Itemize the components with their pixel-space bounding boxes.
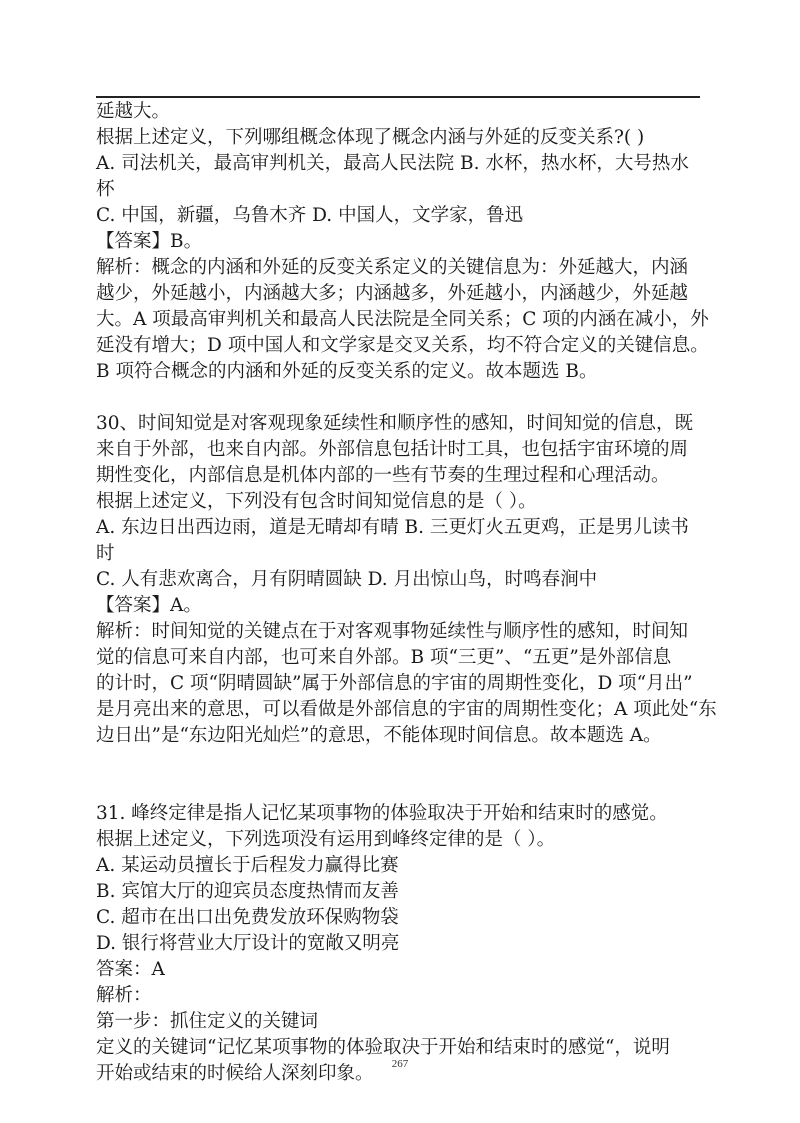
explanation-line: 解析：概念的内涵和外延的反变关系定义的关键信息为：外延越大，内涵	[96, 257, 689, 278]
explanation-line: 的计时，C 项“阴晴圆缺”属于外部信息的宇宙的周期性变化，D 项“月出”	[96, 673, 693, 694]
question-31-block	[96, 801, 704, 1087]
answer-line: 答案：A	[96, 959, 165, 980]
explanation-line: 边日出”是“东边阳光灿烂”的意思，不能体现时间信息。故本题选 A。	[96, 725, 662, 746]
option-line: 杯	[96, 179, 115, 200]
option-line: C. 中国，新疆，乌鲁木齐 D. 中国人，文学家，鲁迅	[96, 205, 524, 226]
question-stem: 根据上述定义，下列哪组概念体现了概念内涵与外延的反变关系?( )	[96, 127, 645, 148]
option-line: A. 东边日出西边雨，道是无晴却有晴 B. 三更灯火五更鸡，正是男儿读书	[96, 517, 689, 538]
explanation-line: 定义的关键词“记忆某项事物的体验取决于开始和结束时的感觉“，说明	[96, 1037, 670, 1058]
explanation-line: 大。A 项最高审判机关和最高人民法院是全同关系；C 项的内涵在减小，外	[96, 309, 709, 330]
answer-line: 【答案】A。	[96, 595, 202, 616]
explanation-line: 越少，外延越小，内涵越大多；内涵越多，外延越小，内涵越少，外延越	[96, 283, 689, 304]
option-c: C. 超市在出口出免费发放环保购物袋	[96, 907, 399, 928]
spacer	[96, 385, 704, 411]
question-prompt: 根据上述定义，下列选项没有运用到峰终定律的是（ ）。	[96, 829, 556, 850]
option-line: A. 司法机关，最高审判机关，最高人民法院 B. 水杯，热水杯，大号热水	[96, 153, 689, 174]
explanation-line: 开始或结束的时候给人深刻印象。	[96, 1063, 374, 1084]
page-body	[96, 99, 717, 1087]
answer-line: 【答案】B。	[96, 231, 203, 252]
explanation-line: B 项符合概念的内涵和外延的反变关系的定义。故本题选 B。	[96, 361, 598, 382]
explanation-line: 是月亮出来的意思，可以看做是外部信息的宇宙的周期性变化；A 项此处“东	[96, 699, 717, 720]
question-stem: 来自于外部，也来自内部。外部信息包括计时工具，也包括宇宙环境的周	[96, 439, 689, 460]
page-number: 267	[391, 1058, 409, 1070]
explanation-line: 解析：时间知觉的关键点在于对客观事物延续性与顺序性的感知，时间知	[96, 621, 689, 642]
option-b: B. 宾馆大厅的迎宾员态度热情而友善	[96, 881, 399, 902]
question-29-block	[96, 99, 709, 385]
question-30-block	[96, 411, 717, 749]
option-line: 时	[96, 543, 115, 564]
explanation-line: 延没有增大；D 项中国人和文学家是交叉关系，均不符合定义的关键信息。	[96, 335, 709, 356]
question-prompt: 根据上述定义，下列没有包含时间知觉信息的是（ ）。	[96, 491, 537, 512]
question-stem: 30、时间知觉是对客观现象延续性和顺序性的感知，时间知觉的信息，既	[96, 413, 694, 434]
step-heading: 第一步：抓住定义的关键词	[96, 1011, 319, 1032]
option-a: A. 某运动员擅长于后程发力赢得比赛	[96, 855, 399, 876]
option-line: C. 人有悲欢离合，月有阴晴圆缺 D. 月出惊山鸟，时鸣春涧中	[96, 569, 598, 590]
explanation-heading: 解析：	[96, 985, 152, 1006]
question-stem: 31. 峰终定律是指人记忆某项事物的体验取决于开始和结束时的感觉。	[96, 803, 668, 824]
text-line: 延越大。	[96, 101, 171, 122]
header-rule	[96, 96, 700, 98]
question-stem: 期性变化，内部信息是机体内部的一些有节奏的生理过程和心理活动。	[96, 465, 670, 486]
option-d: D. 银行将营业大厅设计的宽敞又明亮	[96, 933, 400, 954]
explanation-line: 觉的信息可来自内部，也可来自外部。B 项“三更”、“五更”是外部信息	[96, 647, 672, 668]
spacer	[96, 749, 704, 801]
